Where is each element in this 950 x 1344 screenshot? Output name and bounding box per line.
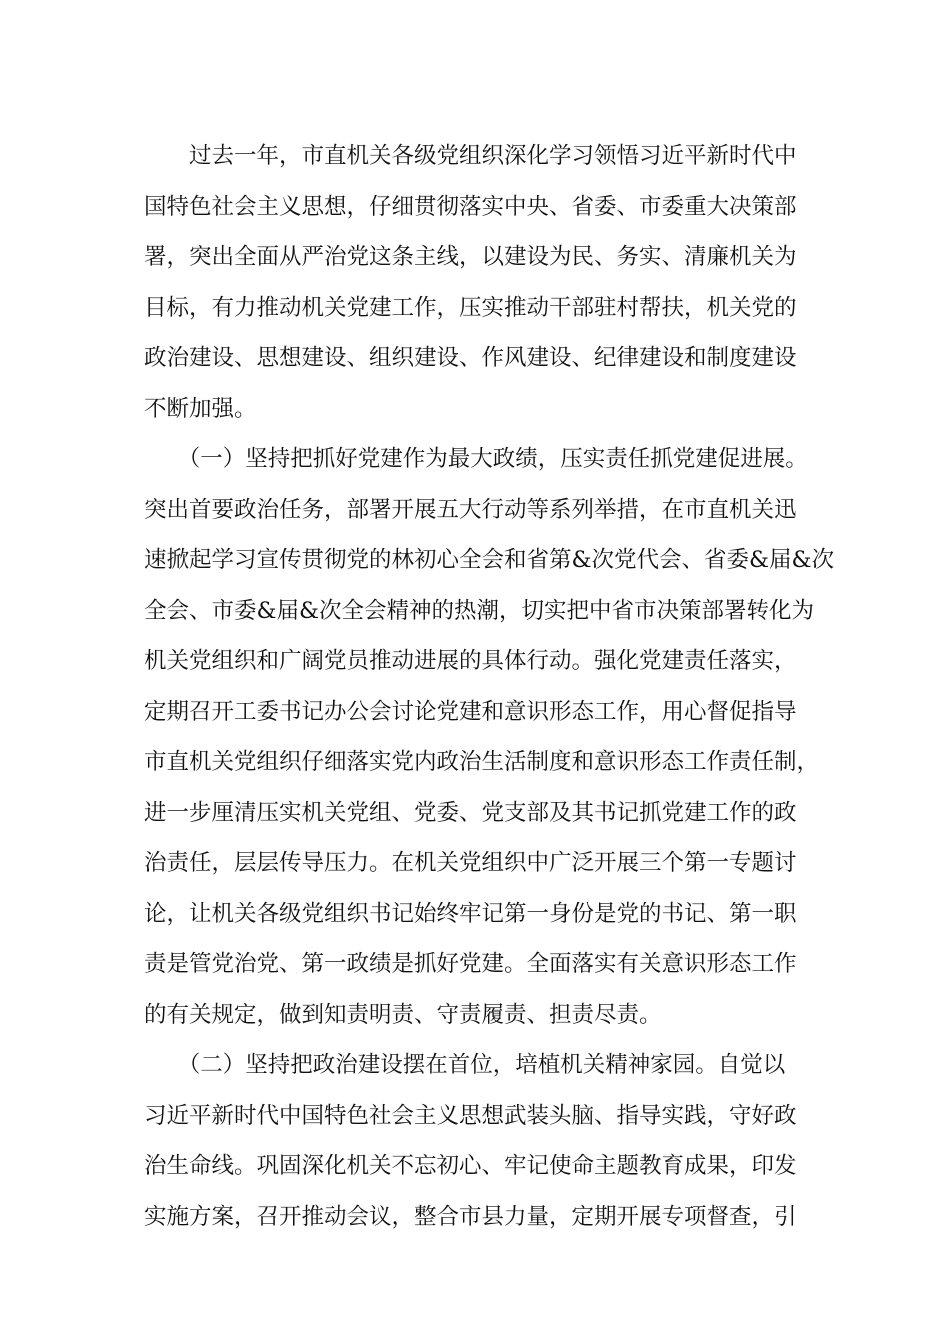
text-line: 治责任，层层传导压力。在机关党组织中广泛开展三个第一专题讨: [144, 850, 797, 876]
text-line: 突出首要政治任务，部署开展五大行动等系列举措，在市直机关迅: [144, 496, 797, 523]
text-line: 治生命线。巩固深化机关不忘初心、牢记使命主题教育成果，印发: [144, 1153, 797, 1179]
text-line: 国特色社会主义思想，仔细贯彻落实中央、省委、市委重大决策部: [144, 193, 797, 220]
document-body: [144, 131, 835, 1242]
text-line: 署，突出全面从严治党这条主线，以建设为民、务实、清廉机关为: [144, 244, 797, 270]
text-line: 全会、市委&届&次全会精神的热潮，切实把中省市决策部署转化为: [144, 597, 815, 624]
text-line: 过去一年，市直机关各级党组织深化学习领悟习近平新时代中: [144, 143, 797, 169]
text-line: 论，让机关各级党组织书记始终牢记第一身份是党的书记、第一职: [144, 900, 797, 927]
text-line: 定期召开工委书记办公会讨论党建和意识形态工作，用心督促指导: [144, 698, 797, 725]
text-line: 的有关规定，做到知责明责、守责履责、担责尽责。: [144, 1001, 662, 1028]
text-line: 速掀起学习宣传贯彻党的林初心全会和省第&次党代会、省委&届&次: [144, 547, 835, 573]
text-line: 市直机关党组织仔细落实党内政治生活制度和意识形态工作责任制，: [144, 749, 820, 775]
text-line: 习近平新时代中国特色社会主义思想武装头脑、指导实践，守好政: [144, 1102, 797, 1129]
text-line: 实施方案，召开推动会议，整合市县力量，定期开展专项督查，引: [144, 1203, 797, 1230]
text-line: 政治建设、思想建设、组织建设、作风建设、纪律建设和制度建设: [144, 345, 797, 371]
text-line: 不断加强。: [144, 395, 257, 422]
text-line: 目标，有力推动机关党建工作，压实推动干部驻村帮扶，机关党的: [144, 294, 797, 321]
text-line: 机关党组织和广阔党员推动进展的具体行动。强化党建责任落实，: [144, 648, 797, 674]
section-heading-line: （二）坚持把政治建设摆在首位，培植机关精神家园。自觉以: [144, 1052, 786, 1078]
text-line: 进一步厘清压实机关党组、党委、党支部及其书记抓党建工作的政: [144, 799, 797, 826]
section-heading-line: （一）坚持把抓好党建作为最大政绩，压实责任抓党建促进展。: [144, 446, 808, 472]
text-line: 责是管党治党、第一政绩是抓好党建。全面落实有关意识形态工作: [144, 951, 797, 977]
